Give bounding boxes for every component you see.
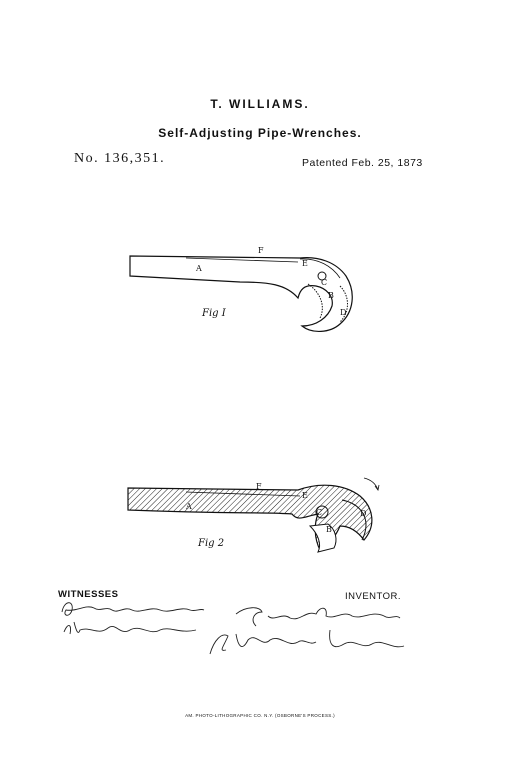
inventor-name: T. WILLIAMS. bbox=[210, 97, 310, 111]
fig2-cam bbox=[310, 524, 336, 552]
fig2-label-c: C bbox=[316, 508, 323, 517]
patent-title: Self-Adjusting Pipe-Wrenches. bbox=[158, 126, 362, 140]
fig2-label-a: A bbox=[186, 502, 192, 511]
fig2-label-d: D bbox=[360, 509, 367, 518]
fig1-caption: Fig I bbox=[202, 308, 226, 319]
figure-2-wrench bbox=[128, 478, 379, 552]
fig1-label-a: A bbox=[196, 264, 202, 273]
fig2-label-f: F bbox=[256, 482, 262, 491]
fig1-cam-teeth bbox=[308, 284, 322, 318]
fig1-label-c: C bbox=[321, 278, 328, 287]
fig1-label-b: B bbox=[328, 291, 334, 300]
inventor-signature bbox=[236, 608, 400, 626]
witness-signature-1 bbox=[62, 603, 204, 616]
patent-number: No. 136,351. bbox=[74, 151, 166, 166]
fig1-label-e: E bbox=[302, 259, 308, 268]
witnesses-heading: WITNESSES bbox=[58, 589, 119, 600]
fig2-label-e: E bbox=[302, 491, 308, 500]
footer-imprint: AM. PHOTO-LITHOGRAPHIC CO. N.Y. (OSBORNE'S PROCESS.) bbox=[185, 713, 335, 718]
witness-signature-2 bbox=[64, 622, 196, 634]
fig1-handle-jaw bbox=[130, 256, 352, 331]
attorney-signature bbox=[210, 630, 404, 654]
figure-1-wrench bbox=[130, 246, 352, 331]
inventor-heading: INVENTOR. bbox=[345, 591, 402, 602]
fig1-label-d: D bbox=[340, 308, 347, 317]
patent-date: Patented Feb. 25, 1873 bbox=[302, 157, 423, 169]
fig2-label-b: B bbox=[326, 525, 332, 534]
fig1-label-f: F bbox=[258, 246, 264, 255]
fig2-direction-arrow bbox=[364, 478, 378, 490]
fig2-caption: Fig 2 bbox=[198, 538, 225, 549]
